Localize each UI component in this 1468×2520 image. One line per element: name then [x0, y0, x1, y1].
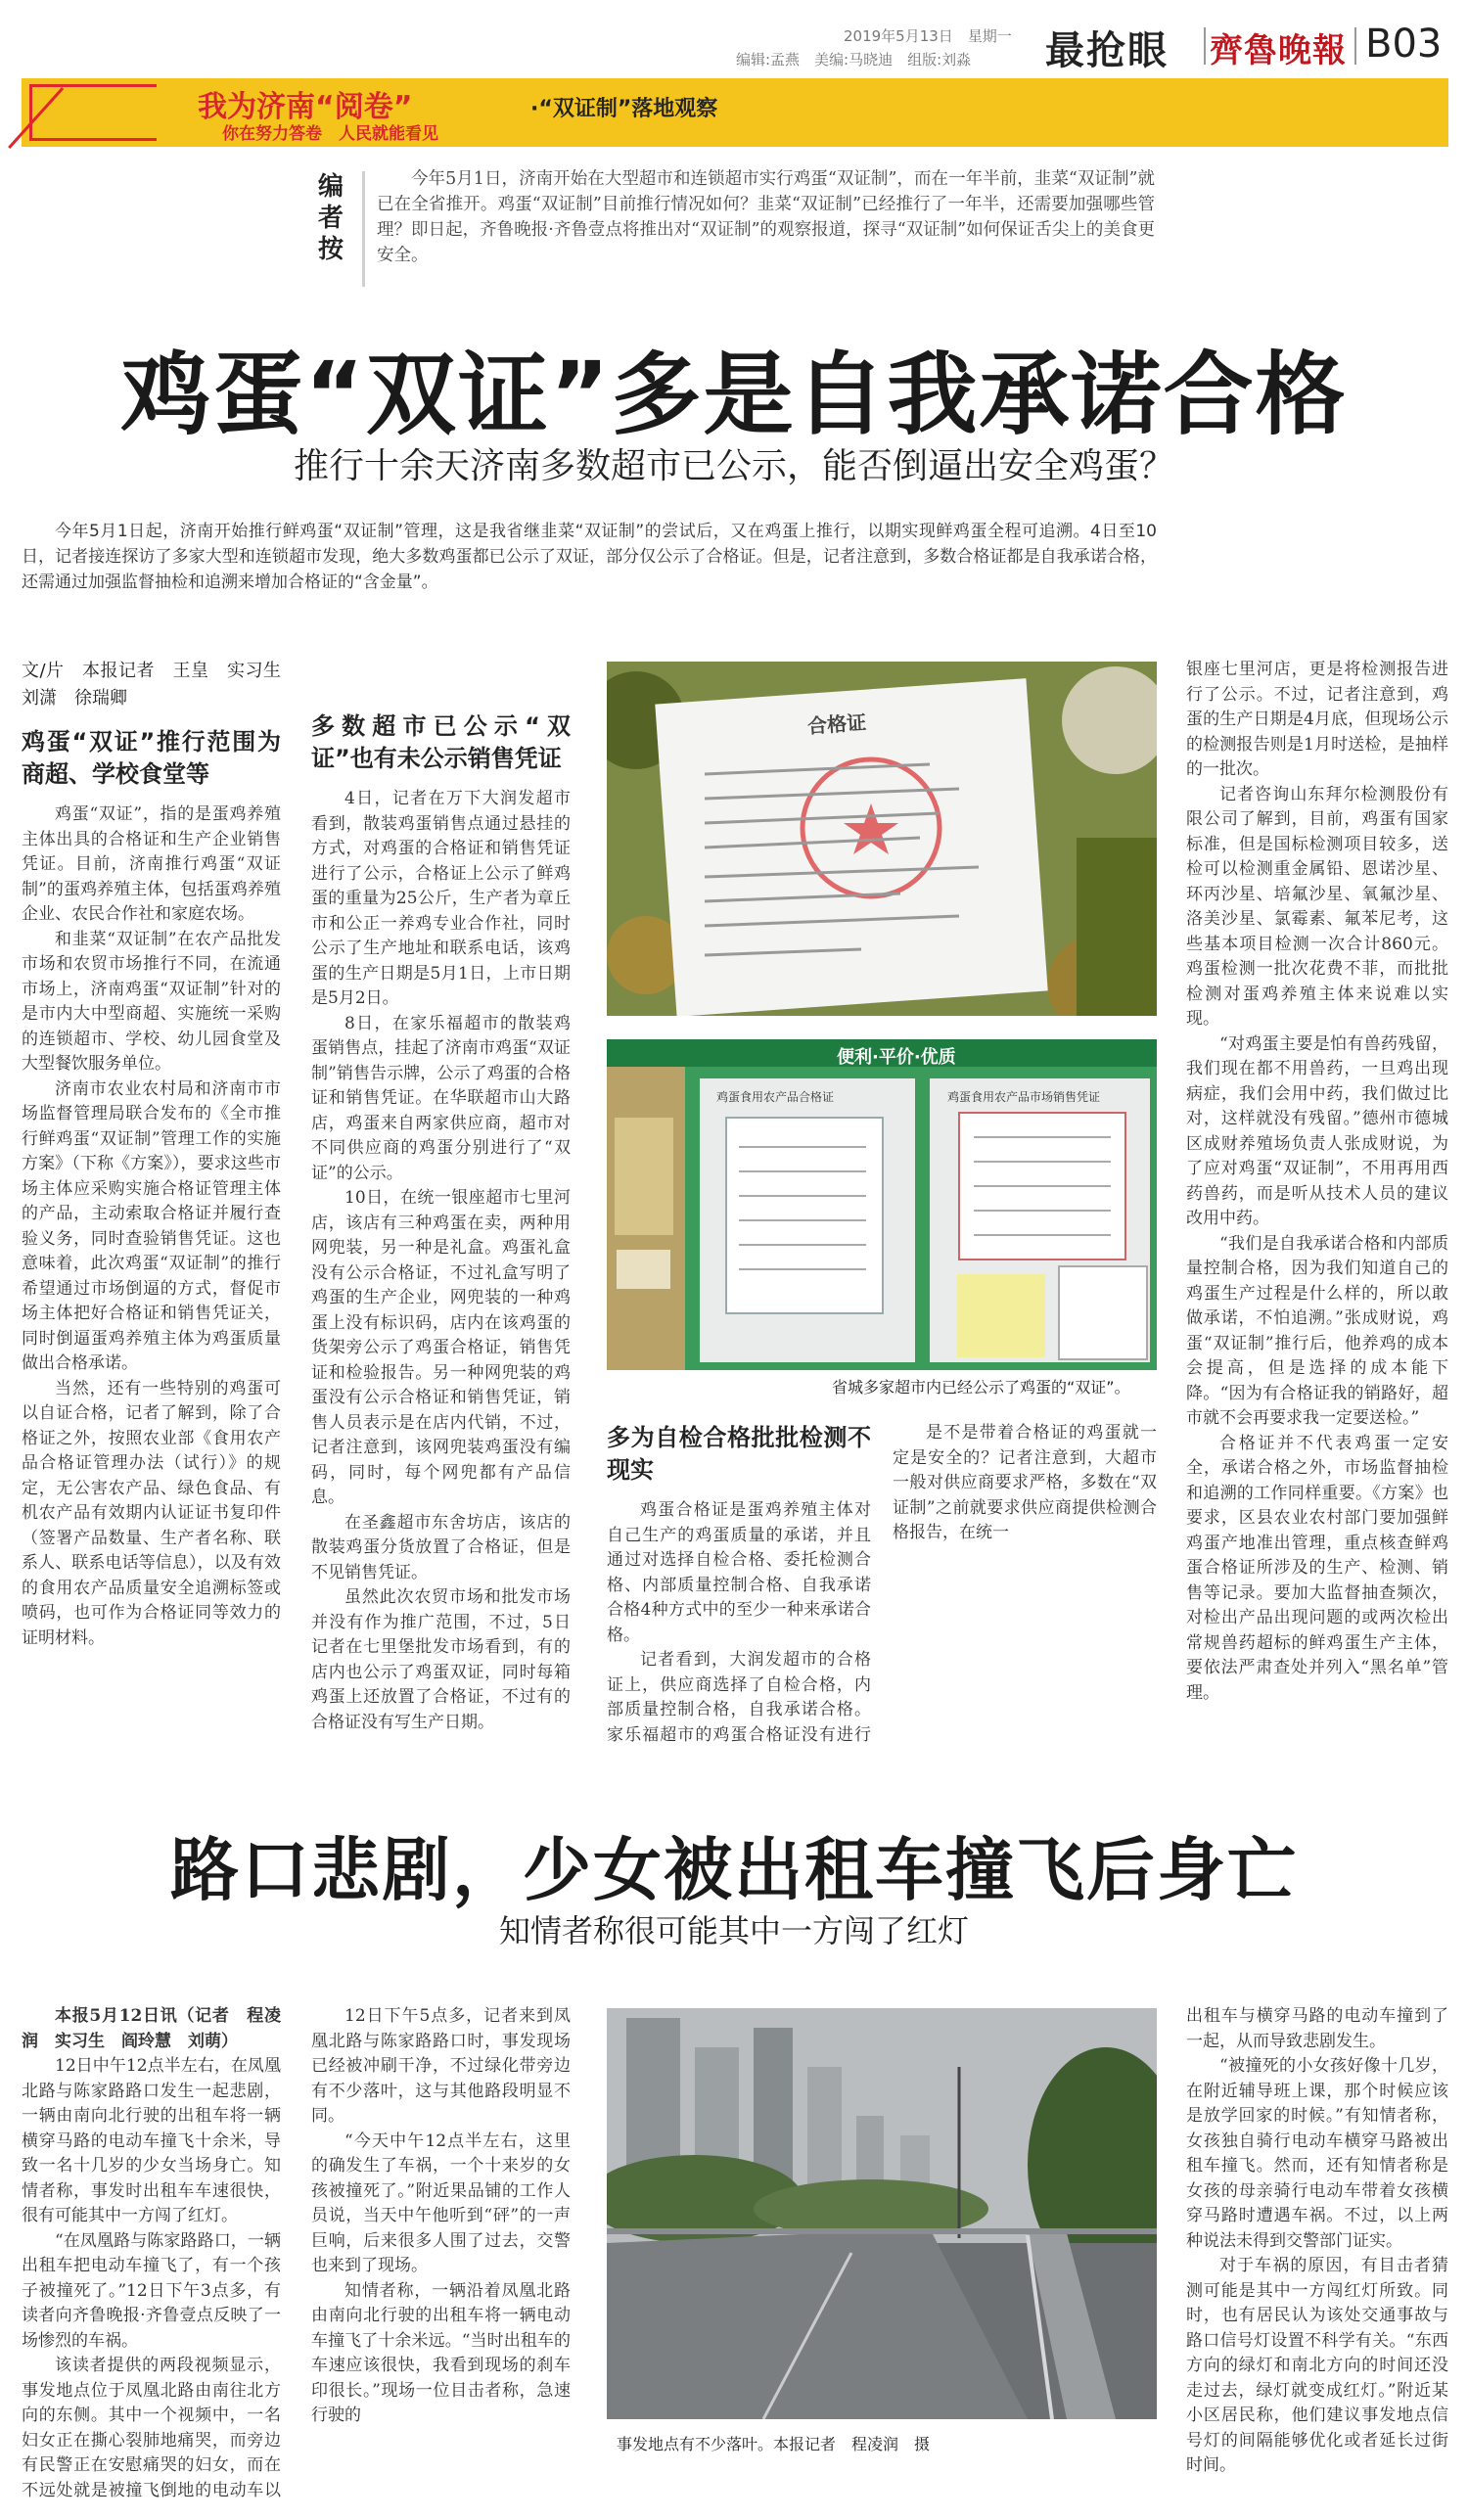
article2-column-3	[1186, 2004, 1448, 2503]
paragraph: 鸡蛋“双证”，指的是蛋鸡养殖主体出具的合格证和生产企业销售凭证。目前，济南推行鸡蛋“双证制”的蛋鸡养殖主体，包括蛋鸡养殖企业、农民合作社和家庭农场。	[22, 804, 281, 924]
paragraph: 12日下午5点多，记者来到凤凰北路与陈家路路口时，事发现场已经被冲刷干净，不过绿化带旁边有不少落叶，这与其他路段明显不同。	[311, 2006, 571, 2126]
photo-caption-2: 事发地点有不少落叶。本报记者 程凌润 摄	[617, 2435, 931, 2453]
paragraph: 出租车与横穿马路的电动车撞到了一起，从而导致悲剧发生。	[1186, 2006, 1448, 2051]
paragraph: 记者咨询山东拜尔检测股份有限公司了解到，目前，鸡蛋有国家标准，但是国标检测项目较多，送检可以检测重金属铅、恩诺沙星、环丙沙星、培氟沙星、氧氟沙星、洛美沙星、氯霉素、氟苯尼考，这些基本项目检测一次合计860元。鸡蛋检测一批次花费不菲，而批批检测对蛋鸡养殖主体来说难以实现。	[1186, 784, 1448, 1029]
article-column-4	[1186, 658, 1448, 1744]
paragraph: “今天中午12点半左右，这里的确发生了车祸，一个十来岁的女孩被撞死了。”附近果品铺的工作人员说，当天中午他听到“砰”的一声巨响，后来很多人围了过去，交警也来到了现场。	[311, 2131, 571, 2275]
certificate-photo	[607, 662, 1157, 1016]
paragraph: 当然，还有一些特别的鸡蛋可以自证合格，记者了解到，除了合格证之外，按照农业部《食用农产品合格证管理办法（试行）》的规定，无公害农产品、绿色食品、有机农产品有效期内认证证书复印件（签署产品数量、生产者名称、联系人、联系电话等信息），以及有效的食用农产品质量安全追溯标签或喷码，也可作为合格证同等效力的证明材料。	[22, 1378, 281, 1648]
article-column-2	[311, 697, 571, 1744]
paragraph: 4日，记者在万下大润发超市看到，散装鸡蛋销售点通过悬挂的方式，对鸡蛋的合格证和销售凭证进行了公示，合格证上公示了鲜鸡蛋的重量为25公斤，生产者为章丘市和公正一养鸡专业合作社，同时公示了生产地址和联系电话，该鸡蛋的生产日期是5月1日，上市日期是5月2日。	[311, 789, 571, 1008]
supermarket-board-photo	[607, 1039, 1157, 1370]
article-column-1	[22, 658, 281, 1744]
paragraph: 对于车祸的原因，有目击者猜测可能是其中一方闯红灯所致。同时，也有居民认为该处交通事故与路口信号灯设置不科学有关。“东西方向的绿灯和南北方向的时间还没走过去，绿灯就变成红灯。”附近某小区居民称，他们建议事发地点信号灯的间隔能够优化或者延长过街时间。	[1186, 2256, 1448, 2475]
paragraph: 10日，在统一银座超市七里河店，该店有三种鸡蛋在卖，两种用网兜装，另一种是礼盒。鸡蛋礼盒没有公示合格证，不过礼盒写明了鸡蛋的生产企业，网兜装的一种鸡蛋上没有标识码，店内在该鸡蛋的货架旁公示了鸡蛋合格证，销售凭证和检验报告。另一种网兜装的鸡蛋没有公示合格证和销售凭证，销售人员表示是在店内代销，不过，记者注意到，该网兜装鸡蛋没有编码，同时，每个网兜都有产品信息。	[311, 1188, 571, 1507]
subheadline: 推行十余天济南多数超市已公示，能否倒逼出安全鸡蛋？	[293, 446, 1174, 486]
article2-column-1	[22, 2004, 281, 2503]
article-column-3b	[893, 1421, 1157, 1744]
page-header	[0, 0, 1468, 78]
banner-subtitle: ·“双证制”落地观察	[530, 97, 718, 121]
byline: 本报5月12日讯（记者 程凌润 实习生 阎玲慧 刘萌）	[22, 2006, 281, 2051]
section-title: 最抢眼	[1045, 28, 1169, 73]
paragraph: “被撞死的小女孩好像十几岁，在附近辅导班上课，那个时候应该是放学回家的时候。”有知情者称，女孩独自骑行电动车横穿马路被出租车撞飞。然而，还有知情者称是女孩的母亲骑行电动车带着女孩横穿马路时遭遇车祸。不过，以上两种说法未得到交警部门证实。	[1186, 2056, 1448, 2251]
headline-2: 路口悲剧，少女被出租车撞飞后身亡	[170, 1830, 1298, 1910]
paragraph: 合格证并不代表鸡蛋一定安全，承诺合格之外，市场监督抽检和追溯的工作同样重要。《方案》也要求，区县农业农村部门要加强鲜鸡蛋产地准出管理，重点核查鲜鸡蛋合格证所涉及的生产、检测、销售等记录。要加大监督抽查频次，对检出产品出现问题的或两次检出常规兽药超标的鲜鸡蛋生产主体，要依法严肃查处并列入“黑名单”管理。	[1186, 1433, 1448, 1703]
banner-slash-icon	[8, 87, 64, 149]
paragraph: 虽然此次农贸市场和批发市场并没有作为推广范围，不过，5日记者在七里堡批发市场看到，有的店内也公示了鸡蛋双证，同时每箱鸡蛋上还放置了合格证，不过有的合格证没有写生产日期。	[311, 1587, 571, 1732]
paragraph: 在圣鑫超市东舍坊店，该店的散装鸡蛋分货放置了合格证，但是不见销售凭证。	[311, 1512, 571, 1582]
section-heading: 鸡蛋“双证”推行范围为商超、学校食堂等	[22, 728, 281, 788]
newspaper-logo: 齊魯晚報	[1210, 31, 1347, 70]
byline: 文/片 本报记者 王皇 实习生 刘潇 徐瑞卿	[22, 661, 281, 709]
page-number: B03	[1365, 22, 1443, 67]
photo-caption: 省城多家超市内已经公示了鸡蛋的“双证”。	[832, 1378, 1130, 1397]
paragraph: “我们是自我承诺合格和内部质量控制合格，因为我们知道自己的鸡蛋生产过程是什么样的，所以敢做承诺，不怕追溯。”张成财说，鸡蛋“双证制”推行后，他养鸡的成本会提高，但是选择的成本能下降。“因为有合格证我的销路好，超市就不会再要求我一定要送检。”	[1186, 1233, 1448, 1428]
editor-credits: 编辑:孟燕 美编:马晓迪 组版:刘淼	[736, 51, 972, 69]
header-divider	[1204, 27, 1206, 65]
section-heading: 多数超市已公示“双证”也有未公示销售凭证	[311, 712, 571, 772]
section-heading: 多为自检合格批批检测不现实	[607, 1424, 871, 1484]
paragraph: 银座七里河店，更是将检测报告进行了公示。不过，记者注意到，鸡蛋的生产日期是4月底，但现场公示的检测报告则是1月时送检，是抽样的一批次。	[1186, 660, 1448, 779]
headline: 鸡蛋“双证”多是自我承诺合格	[120, 343, 1348, 447]
paragraph: 是不是带着合格证的鸡蛋就一定是安全的？记者注意到，大超市一般对供应商要求严格，多数在“双证制”之前就要求供应商提供检测合格报告，在统一	[893, 1423, 1157, 1542]
paragraph: 鸡蛋合格证是蛋鸡养殖主体对自己生产的鸡蛋质量的承诺，并且通过对选择自检合格、委托检测合格、内部质量控制合格、自我承诺合格4种方式中的至少一种来承诺合格。	[607, 1500, 871, 1645]
editor-note-text: 今年5月1日，济南开始在大型超市和连锁超市实行鸡蛋“双证制”，而在一年半前，韭菜“双证制”就已在全省推开。鸡蛋“双证制”目前推行情况如何？韭菜“双证制”已经推行了一年半，还需要加强哪些管理？即日起，齐鲁晚报·齐鲁壹点将推出对“双证制”的观察报道，探寻“双证制”如何保证舌尖上的美食更安全。	[377, 169, 1155, 265]
paragraph: 该读者提供的两段视频显示，事发地点位于凤凰北路由南往北方向的东侧。其中一个视频中，一名妇女正在撕心裂肺地痛哭，而旁边有民警正在安慰痛哭的妇女，而在不远处就是被撞飞倒地的电动车以	[22, 2356, 281, 2500]
article-column-3	[607, 1414, 871, 1744]
board-title: 鸡蛋食用农产品市场销售凭证	[947, 1090, 1101, 1104]
editor-note-label: 编者按	[318, 172, 344, 264]
column-banner	[22, 78, 1448, 147]
paragraph: 知情者称，一辆沿着凤凰北路由南向北行驶的出租车将一辆电动车撞飞了十余米远。“当时出租车的车速应该很快，我看到现场的刹车印很长。”现场一位目击者称，急速行驶的	[311, 2280, 571, 2425]
paragraph: 8日，在家乐福超市的散装鸡蛋销售点，挂起了济南市鸡蛋“双证制”销售告示牌，公示了鸡蛋的合格证和销售凭证。在华联超市山大路店，鸡蛋来自两家供应商，超市对不同供应商的鸡蛋分别进行了“双证”的公示。	[311, 1013, 571, 1183]
certificate-label: 合格证	[806, 710, 867, 739]
store-sign: 便利·平价·优质	[837, 1047, 956, 1068]
editor-note-divider	[362, 171, 365, 287]
paragraph: 12日中午12点半左右，在凤凰北路与陈家路路口发生一起悲剧，一辆由南向北行驶的出租车将一辆横穿马路的电动车撞飞十余米，导致一名十几岁的少女当场身亡。知情者称，事发时出租车车速很快，很有可能其中一方闯了红灯。	[22, 2056, 281, 2225]
paragraph: 济南市农业农村局和济南市市场监督管理局联合发布的《全市推行鲜鸡蛋“双证制”管理工作的实施方案》（下称《方案》），要求这些市场主体应采购实施合格证管理主体的产品，主动索取合格证并履行查验义务，同时查验销售凭证。这也意味着，此次鸡蛋“双证制”的推行希望通过市场倒逼的方式，督促市场主体把好合格证和销售凭证关，同时倒逼蛋鸡养殖主体为鸡蛋质量做出合格承诺。	[22, 1078, 281, 1373]
street-photo	[607, 2008, 1157, 2419]
article-lead: 今年5月1日起，济南开始推行鲜鸡蛋“双证制”管理，这是我省继韭菜“双证制”的尝试后，又在鸡蛋上推行，以期实现鲜鸡蛋全程可追溯。4日至10日，记者接连探访了多家大型和连锁超市发现，绝大多数鸡蛋都已公示了双证，部分仅公示了合格证。但是，记者注意到，多数合格证都是自我承诺合格，还需通过加强监督抽检和追溯来增加合格证的“含金量”。	[22, 522, 1157, 592]
certificate-photo-art	[607, 662, 1157, 1016]
issue-date: 2019年5月13日 星期一	[844, 27, 1012, 45]
subheadline-2: 知情者称很可能其中一方闯了红灯	[498, 1912, 969, 1949]
banner-title: 我为济南“阅卷”	[198, 90, 413, 124]
header-divider	[1354, 27, 1356, 65]
street-photo-art	[607, 2008, 1157, 2419]
paragraph: 和韭菜“双证制”在农产品批发市场和农贸市场推行不同，在流通市场上，济南鸡蛋“双证制”针对的是市内大中型商超、实施统一采购的连锁超市、学校、幼儿园食堂及大型餐饮服务单位。	[22, 929, 281, 1074]
paragraph: 记者看到，大润发超市的合格证上，供应商选择了自检合格，内部质量控制合格，自我承诺合格。家乐福超市的鸡蛋合格证没有进行	[607, 1650, 871, 1744]
paragraph: “在凤凰路与陈家路路口，一辆出租车把电动车撞飞了，有一个孩子被撞死了。”12日下午3点多，有读者向齐鲁晚报·齐鲁壹点反映了一场惨烈的车祸。	[22, 2230, 281, 2351]
article2-column-2	[311, 2004, 571, 2503]
banner-tagline: 你在努力答卷 人民就能看见	[222, 124, 438, 144]
paragraph: “对鸡蛋主要是怕有兽药残留，我们现在都不用兽药，一旦鸡出现病症，我们会用中药，我们做过比对，这样就没有残留。”德州市德城区成财养殖场负责人张成财说，为了应对鸡蛋“双证制”，不用再用西药兽药，而是听从技术人员的建议改用中药。	[1186, 1033, 1448, 1228]
banner-frame-icon	[29, 84, 157, 141]
board-title: 鸡蛋食用农产品合格证	[716, 1090, 835, 1104]
